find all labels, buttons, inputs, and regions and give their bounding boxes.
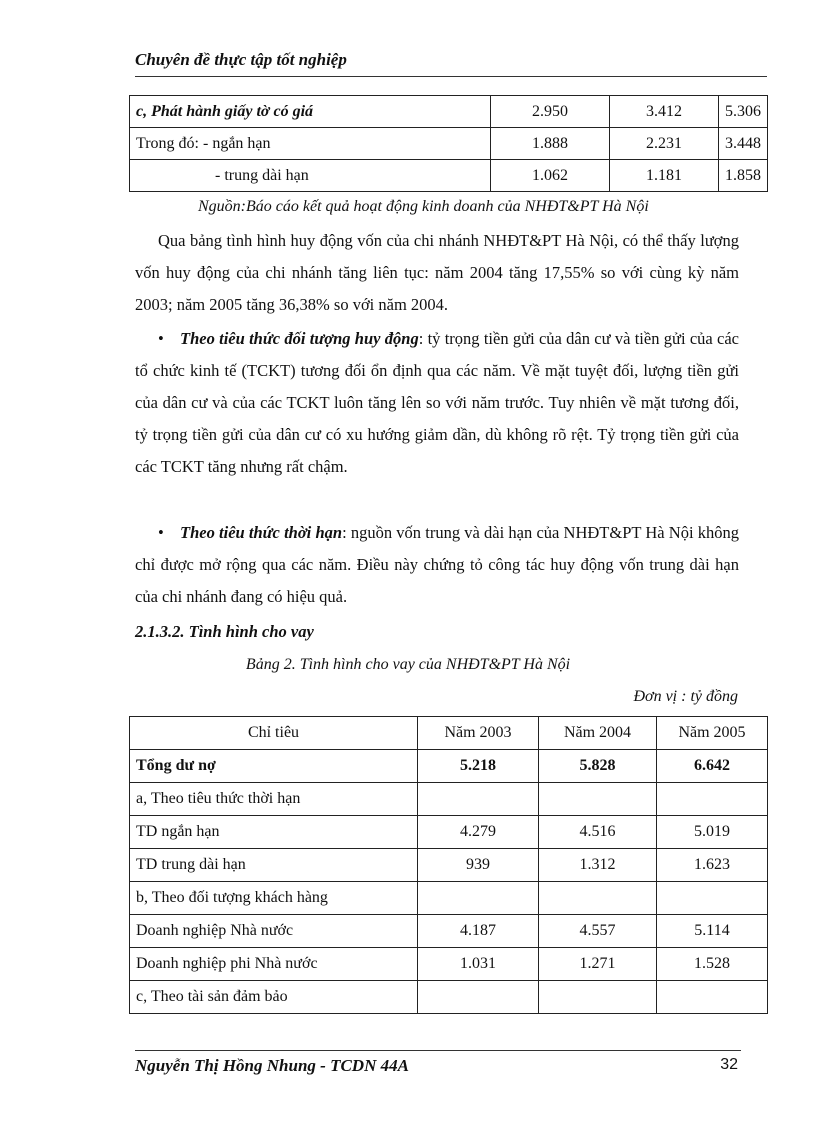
cell-value [539, 882, 657, 915]
cell-value: 1.888 [491, 128, 610, 160]
bullet-paragraph-term [135, 517, 739, 613]
bullet-term: Theo tiêu thức thời hạn [180, 523, 343, 542]
lending-table [129, 716, 768, 1014]
footer-author: Nguyễn Thị Hồng Nhung - TCDN 44A [135, 1056, 409, 1075]
header-divider [135, 76, 767, 77]
cell-value: 1.312 [539, 849, 657, 882]
cell-value: 2.950 [491, 96, 610, 128]
cell-value: 2.231 [609, 128, 718, 160]
table-header-row [130, 717, 768, 750]
cell-value: 4.187 [418, 915, 539, 948]
cell-value: 1.181 [609, 160, 718, 192]
cell-value [418, 882, 539, 915]
cell-value: 1.062 [491, 160, 610, 192]
paragraph-intro: Qua bảng tình hình huy động vốn của chi nhánh NHĐT&PT Hà Nội, có thể thấy lượng vốn huy động của chi nhánh tăng liên tục: năm 2004 tăng 17,55% so với cùng kỳ năm 2003; năm 2005 tăng 36,38% so với năm 2004. [135, 231, 739, 314]
section-heading: 2.1.3.2. Tình hình cho vay [135, 622, 314, 641]
table-row [130, 882, 768, 915]
table-row [130, 96, 768, 128]
bullet-paragraph-deposit-type [135, 323, 739, 483]
cell-value [539, 783, 657, 816]
cell-value: 4.516 [539, 816, 657, 849]
table-row [130, 750, 768, 783]
bullet-icon: • [158, 329, 164, 348]
table-row [130, 160, 768, 192]
cell-value: 3.412 [609, 96, 718, 128]
page-header-title: Chuyên đề thực tập tốt nghiệp [135, 50, 347, 69]
cell-value: 5.114 [657, 915, 768, 948]
cell-value: 3.448 [719, 128, 768, 160]
cell-value [418, 783, 539, 816]
cell-value: 1.528 [657, 948, 768, 981]
column-header: Năm 2003 [418, 717, 539, 750]
table-row [130, 915, 768, 948]
row-label: b, Theo đối tượng khách hàng [130, 882, 418, 915]
cell-value: 939 [418, 849, 539, 882]
cell-value [418, 981, 539, 1014]
table-row [130, 816, 768, 849]
deposit-table-continued [129, 95, 768, 192]
row-label: TD trung dài hạn [130, 849, 418, 882]
column-header: Năm 2004 [539, 717, 657, 750]
bullet-text: : nguồn vốn trung và dài hạn của NHĐT&PT Hà Nội không chỉ được mở rộng qua các năm. Điều này chứng tỏ công tác huy động vốn trung dài hạn của chi nhánh đang có hiệu quả. [135, 523, 739, 606]
cell-value: 1.031 [418, 948, 539, 981]
cell-value [657, 882, 768, 915]
table-row [130, 981, 768, 1014]
cell-value [657, 783, 768, 816]
footer-divider [135, 1050, 741, 1051]
column-header: Chỉ tiêu [130, 717, 418, 750]
cell-value: 5.828 [539, 750, 657, 783]
bullet-text: : tỷ trọng tiền gửi của dân cư và tiền gửi của các tổ chức kinh tế (TCKT) tương đối ổn định qua các năm. Về mặt tuyệt đối, lượng tiền gửi của dân cư và của các TCKT luôn tăng lên so với năm trước. Tuy nhiên về mặt tương đối, tỷ trọng tiền gửi của dân cư có xu hướng giảm dần, dù không rõ rệt. Tỷ trọng tiền gửi của các TCKT tăng nhưng rất chậm. [135, 329, 739, 476]
cell-value: 5.218 [418, 750, 539, 783]
table-row [130, 849, 768, 882]
table-caption: Bảng 2. Tình hình cho vay của NHĐT&PT Hà Nội [245, 656, 571, 673]
row-label: Trong đó: - ngắn hạn [130, 128, 491, 160]
cell-value: 4.279 [418, 816, 539, 849]
bullet-term: Theo tiêu thức đối tượng huy động [180, 329, 419, 348]
table-row [130, 948, 768, 981]
cell-value: 6.642 [657, 750, 768, 783]
column-header: Năm 2005 [657, 717, 768, 750]
cell-value: 1.271 [539, 948, 657, 981]
page-number: 32 [720, 1056, 738, 1073]
row-label: Doanh nghiệp Nhà nước [130, 915, 418, 948]
row-label: TD ngắn hạn [130, 816, 418, 849]
table-row [130, 128, 768, 160]
row-label: - trung dài hạn [130, 160, 491, 192]
row-label: Doanh nghiệp phi Nhà nước [130, 948, 418, 981]
cell-value: 1.858 [719, 160, 768, 192]
table-unit-note: Đơn vị : tỷ đồng [633, 688, 738, 705]
row-label: c, Phát hành giấy tờ có giá [130, 96, 491, 128]
table-row [130, 783, 768, 816]
cell-value [657, 981, 768, 1014]
table-source-note: Nguồn:Báo cáo kết quả hoạt động kinh doanh của NHĐT&PT Hà Nội [198, 198, 649, 215]
cell-value [539, 981, 657, 1014]
bullet-icon: • [158, 523, 164, 542]
cell-value: 5.019 [657, 816, 768, 849]
row-label: Tổng dư nợ [130, 750, 418, 783]
cell-value: 4.557 [539, 915, 657, 948]
cell-value: 5.306 [719, 96, 768, 128]
cell-value: 1.623 [657, 849, 768, 882]
row-label: a, Theo tiêu thức thời hạn [130, 783, 418, 816]
row-label: c, Theo tài sản đảm bảo [130, 981, 418, 1014]
